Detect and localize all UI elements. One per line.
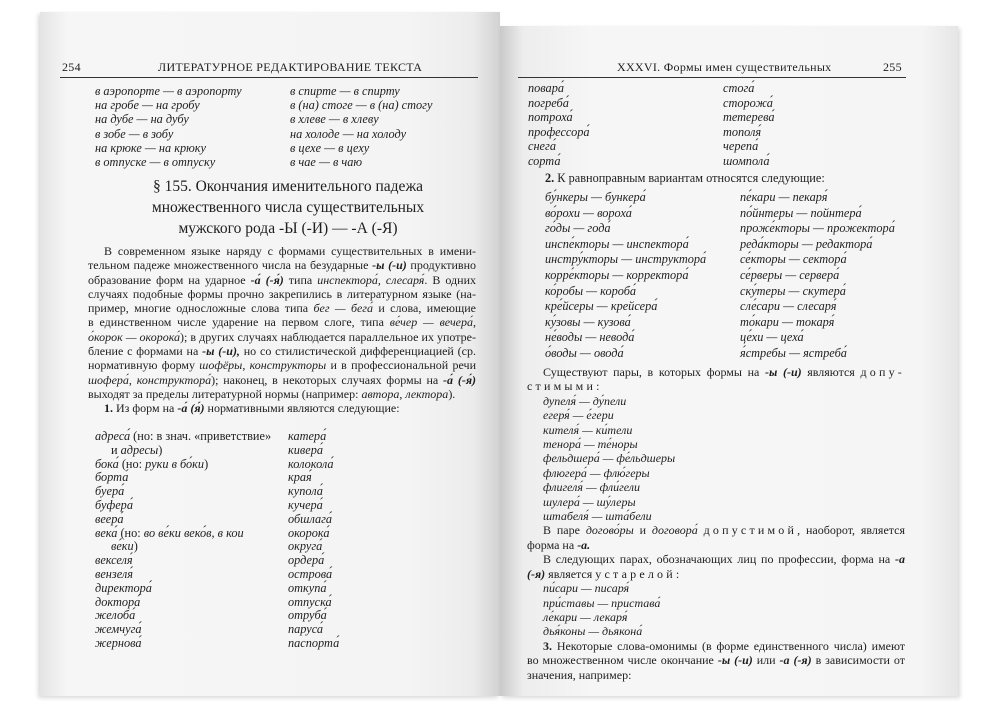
- text-line: [527, 567, 905, 581]
- pairs-column-1: [95, 84, 242, 169]
- list-item: в хлеве — в хлеву: [290, 112, 379, 127]
- text-run: К равноправным вариантам относятся следующие:: [554, 171, 825, 185]
- text-run: являются: [801, 365, 861, 379]
- text-line: [527, 653, 905, 667]
- text-line: [88, 287, 476, 301]
- list-item: в отпуске — в отпуску: [95, 155, 216, 170]
- text-run: -ы (-и): [764, 365, 802, 379]
- list-item: то́кари — токаря́: [740, 314, 835, 329]
- text-run: нормативными являются следующие:: [204, 401, 400, 416]
- text-run: руки в бо́ки: [145, 456, 205, 471]
- text-line: [95, 485, 271, 499]
- list-column-2: [723, 81, 775, 169]
- text-run: шулера́ — шу́леры: [543, 494, 636, 509]
- text-run: века́: [95, 525, 118, 540]
- text-line: [95, 540, 271, 554]
- text-run: В паре: [543, 523, 586, 538]
- text-line: [527, 538, 905, 552]
- page-number-right: 255: [883, 60, 902, 74]
- text-run: значения, например:: [527, 667, 632, 682]
- text-run: договора́: [651, 523, 698, 538]
- text-run: -а́ (-я́): [250, 272, 284, 287]
- text-run: типа: [283, 272, 318, 287]
- list-item: черепа́: [723, 139, 759, 154]
- text-run: векселя́: [95, 553, 133, 568]
- text-run: В современном языке наряду с формами существительных в имени-: [104, 244, 476, 258]
- text-run: пи́сари — писаря́: [543, 581, 630, 596]
- text-run: о́корок — окорока́: [88, 329, 181, 344]
- list-item: округа́: [288, 539, 323, 554]
- text-line: [527, 480, 905, 494]
- text-run: -а (-я): [779, 653, 812, 668]
- title-line: мужского рода -Ы (-И) — -А (-Я): [178, 220, 398, 237]
- text-run: :: [675, 566, 680, 581]
- text-line: [527, 610, 905, 624]
- text-line: [527, 408, 905, 422]
- text-run: бление с формами на: [88, 344, 203, 359]
- text-run: адреса́: [95, 429, 131, 443]
- list-item: ку́зовы — кузова́: [545, 314, 631, 329]
- text-run: ,: [399, 386, 406, 401]
- running-head-right: XXXVI. Формы имен существительных: [617, 60, 832, 74]
- list-item: в чае — в чаю: [290, 155, 363, 170]
- text-run: фельдшера́ — фе́льдшеры: [543, 451, 676, 466]
- text-line: [88, 244, 476, 258]
- text-run: лектора: [405, 386, 449, 401]
- text-run: догово́ры: [585, 523, 634, 538]
- text-run: буфера́: [95, 497, 133, 512]
- list-item: го́ды — года́: [545, 221, 611, 236]
- text-run: ,: [473, 315, 476, 330]
- text-run: форма на: [527, 537, 578, 552]
- text-run: егеря́ — е́гери: [543, 408, 614, 423]
- text-line: [95, 444, 271, 458]
- text-run: образование форм на ударное: [88, 272, 251, 287]
- title-line: § 155. Окончания именительного падежа: [152, 178, 424, 195]
- text-line: [527, 495, 905, 509]
- text-line: [95, 458, 271, 472]
- text-line: [95, 568, 271, 582]
- text-run: в единственном числе ударение на первом слоге, типа: [88, 315, 390, 330]
- text-run: допу-: [860, 365, 905, 379]
- text-run: конструктора́: [136, 372, 212, 387]
- text-run: ); в других случаях наблюдается параллельное их употре-: [180, 329, 476, 344]
- text-run: выходят за пределы литературной нормы (например:: [88, 386, 362, 401]
- text-run: во множественном числе окончание: [527, 653, 718, 668]
- list-item: пе́кари — пекаря́: [740, 190, 828, 204]
- list-item: на крюке — на крюку: [95, 140, 206, 155]
- list-item: на гробе — на гробу: [95, 98, 200, 113]
- text-line: [527, 523, 905, 537]
- list-column-2: [288, 430, 339, 651]
- pairs-column-2: [740, 190, 895, 362]
- text-line: [95, 430, 271, 444]
- text-line: [527, 596, 905, 610]
- text-run: -а.: [577, 537, 591, 552]
- text-run: (но:: [117, 525, 144, 540]
- text-line: [88, 401, 476, 415]
- list-item: потроха́: [528, 110, 573, 125]
- text-line: [88, 358, 476, 372]
- header-rule-right: [518, 77, 906, 78]
- list-item: тополя́: [723, 124, 762, 139]
- text-run: кителя́ — ки́тели: [543, 422, 633, 437]
- section-title: [88, 176, 488, 239]
- text-run: шофёры: [199, 358, 243, 373]
- text-line: [527, 466, 905, 480]
- list-item: инспе́кторы — инспектора́: [545, 236, 689, 251]
- list-item: ордера́: [288, 553, 325, 568]
- list-item: погреба́: [528, 95, 569, 110]
- text-run: нормативную форму: [88, 358, 200, 373]
- text-line: [95, 637, 271, 651]
- text-run: конструкторы: [249, 358, 327, 373]
- text-run: и: [633, 523, 652, 538]
- list-item: сорта́: [528, 153, 561, 168]
- text-run: 2.: [545, 171, 555, 185]
- list-item: це́хи — цеха́: [740, 330, 804, 345]
- text-run: является: [545, 566, 596, 581]
- text-run: В следующих парах, обозначающих лиц по профессии, форма на: [543, 552, 895, 567]
- text-run: ): [204, 456, 209, 471]
- text-line: [527, 451, 905, 465]
- text-run: ,: [128, 372, 137, 387]
- text-run: дья́коны — дьякона́: [543, 624, 643, 639]
- list-item: се́рверы — сервера́: [740, 267, 840, 282]
- list-item: по́йнтеры — пойнтера́: [740, 205, 862, 220]
- text-run: пример, многие односложные слова типа: [88, 301, 314, 316]
- page-number-left: 254: [62, 60, 81, 74]
- text-line: [95, 582, 271, 596]
- list-item: не́воды — невода́: [545, 330, 635, 345]
- list-column-1: [528, 81, 590, 169]
- text-run: (но: в знач. «приветствие»: [130, 429, 272, 443]
- text-run: в зависимости от: [811, 653, 906, 668]
- text-run: , наоборот, является: [797, 523, 906, 538]
- list-item: в цехе — в цеху: [290, 140, 370, 155]
- list-item: в (на) стоге — в (на) стогу: [290, 98, 433, 113]
- list-item: кре́йсеры — крейсера́: [545, 299, 658, 314]
- text-line: [88, 344, 476, 358]
- list-item: тетерева́: [723, 110, 775, 125]
- list-item: сле́сари — слесаря́: [740, 299, 837, 314]
- list-item: в спирте — в спирту: [290, 84, 400, 98]
- text-line: [545, 170, 825, 186]
- text-run: Некоторые слова-омонимы (в форме единственного числа) имеют: [552, 638, 905, 653]
- text-run: :: [596, 379, 600, 394]
- list-item: стога́: [723, 81, 755, 95]
- text-run: Существуют пары, в которых формы на: [543, 365, 765, 379]
- text-run: или: [752, 653, 780, 668]
- text-line: [527, 668, 905, 682]
- pairs-column-1: [545, 190, 706, 362]
- text-line: [527, 624, 905, 638]
- text-line: [88, 315, 476, 329]
- text-line: [95, 609, 271, 623]
- text-line: [527, 509, 905, 523]
- text-run: допустимой: [703, 523, 798, 538]
- list-item: кивера́: [288, 442, 323, 457]
- text-run: случаях подобные формы прочно закрепились в литературном языке (на-: [88, 286, 476, 301]
- list-item: повара́: [528, 81, 564, 95]
- text-line: [527, 423, 905, 437]
- text-line: [88, 387, 476, 401]
- header-rule-left: [60, 77, 478, 78]
- text-run: ): [133, 539, 138, 554]
- text-run: ).: [448, 386, 456, 401]
- text-run: буера́: [95, 484, 125, 499]
- text-run: тельном падеже множественного числа на безударные: [88, 258, 373, 273]
- list-item: на дубе — на дубу: [95, 112, 189, 127]
- list-item: катера́: [288, 429, 327, 443]
- list-item: реда́кторы — редактора́: [740, 236, 873, 251]
- text-run: дупеля́ — ду́пели: [543, 393, 627, 408]
- text-run: 3.: [543, 638, 552, 653]
- text-run: 1.: [104, 401, 113, 416]
- text-run: при́ставы — пристава́: [543, 595, 661, 610]
- list-item: во́рохи — вороха́: [545, 205, 632, 220]
- text-run: -ы (-и),: [202, 344, 240, 359]
- text-run: директора́: [95, 580, 152, 595]
- text-line: [88, 273, 476, 287]
- list-item: края́: [288, 470, 312, 485]
- text-run: инспектора́, слесаря́: [317, 272, 425, 287]
- text-run: ); наконец, в некоторых случаях формы на: [211, 372, 444, 387]
- list-item: на холоде — на холоду: [290, 126, 407, 141]
- text-run: -ы (-и): [372, 258, 407, 273]
- text-run: и в профессиональной речи: [326, 358, 476, 373]
- text-line: [95, 513, 271, 527]
- list-item: острова́: [288, 566, 333, 581]
- text-run: ): [158, 442, 163, 457]
- list-item: паспорта́: [288, 635, 340, 650]
- text-run: но со стилистической дифференциацией (ср.: [239, 344, 477, 359]
- text-run: стимыми: [527, 379, 597, 394]
- text-run: жемчуга́: [95, 622, 142, 637]
- text-run: веера́: [95, 511, 124, 526]
- item-2-heading: [545, 170, 825, 186]
- text-run: -ы (-и): [717, 653, 753, 668]
- title-line: множественного числа существительных: [151, 199, 425, 216]
- text-line: [527, 379, 905, 393]
- list-column-1: [95, 430, 271, 651]
- list-item: откупа́: [288, 580, 327, 595]
- text-line: [88, 330, 476, 344]
- list-item: паруса́: [288, 622, 324, 637]
- text-run: ле́кари — лекаря́: [543, 609, 628, 624]
- text-run: Из форм на: [113, 401, 178, 416]
- list-item: инстру́кторы — инструктора́: [545, 252, 707, 267]
- text-run: во ве́ки веко́в, в кои: [143, 525, 244, 540]
- text-run: бег — бега́: [313, 301, 373, 316]
- list-item: ску́теры — скутера́: [740, 283, 846, 298]
- text-run: устарелой: [595, 566, 676, 581]
- text-run: доктора́: [95, 594, 141, 609]
- text-line: [527, 365, 905, 379]
- text-run: ,: [242, 358, 250, 373]
- list-item: окорока́: [288, 525, 330, 540]
- list-item: кучера́: [288, 497, 323, 512]
- list-item: снега́: [528, 139, 556, 154]
- text-line: [88, 301, 476, 315]
- list-item: профессора́: [528, 124, 590, 139]
- text-line: [95, 527, 271, 541]
- text-line: [527, 437, 905, 451]
- list-item: купола́: [288, 484, 323, 499]
- list-item: о́воды — овода́: [545, 345, 624, 360]
- text-run: и слова, имеющие: [373, 301, 476, 316]
- list-item: корре́кторы — корректора́: [545, 267, 689, 282]
- list-item: я́стребы — ястреба́: [740, 345, 847, 360]
- list-item: сторожа́: [723, 95, 773, 110]
- text-line: [527, 552, 905, 566]
- text-run: ве́ки: [111, 539, 134, 554]
- text-run: штабеля́ — шта́бели: [543, 509, 652, 524]
- list-item: проже́кторы — прожектора́: [740, 221, 895, 236]
- text-line: [527, 394, 905, 408]
- text-run: -а: [895, 552, 905, 567]
- text-line: [95, 499, 271, 513]
- text-run: тенора́ — те́норы: [543, 437, 638, 452]
- text-run: -а́ (я́): [177, 401, 205, 416]
- text-line: [527, 581, 905, 595]
- text-run: шофера́: [88, 372, 129, 387]
- text-line: [95, 554, 271, 568]
- text-run: борта́: [95, 470, 129, 485]
- running-head-left: ЛИТЕРАТУРНОЕ РЕДАКТИРОВАНИЕ ТЕКСТА: [158, 60, 423, 74]
- text-line: [527, 639, 905, 653]
- list-item: шомпола́: [723, 153, 770, 168]
- list-item: отруба́: [288, 608, 327, 623]
- text-run: . В одних: [424, 272, 476, 287]
- text-line: [88, 258, 476, 272]
- text-run: бока́: [95, 456, 119, 471]
- list-item: отпуска́: [288, 594, 332, 609]
- pairs-column-2: [290, 84, 432, 169]
- text-line: [88, 373, 476, 387]
- list-item: ко́робы — короба́: [545, 283, 637, 298]
- list-item: колокола́: [288, 456, 334, 471]
- text-run: вензеля́: [95, 566, 133, 581]
- text-run: (-я): [527, 566, 546, 581]
- list-item: бу́нкеры — бункера́: [545, 190, 646, 204]
- text-run: ве́чер — вечера́: [389, 315, 473, 330]
- text-run: желоба́: [95, 608, 136, 623]
- text-run: жернова́: [95, 635, 142, 650]
- text-run: флюгера́ — флю́геры: [543, 465, 650, 480]
- list-item: в зобе — в зобу: [95, 126, 174, 141]
- text-run: и: [111, 442, 121, 457]
- list-item: обшлага́: [288, 511, 333, 526]
- list-item: се́кторы — сектора́: [740, 252, 847, 267]
- text-run: продуктивно: [406, 258, 477, 273]
- text-line: [95, 623, 271, 637]
- text-run: автора: [361, 386, 400, 401]
- text-run: (но:: [118, 456, 146, 471]
- body-text: [527, 365, 905, 682]
- text-line: [95, 471, 271, 485]
- text-run: -а́ (-я́): [443, 372, 477, 387]
- text-run: адресы: [120, 442, 159, 457]
- paragraph: [88, 244, 476, 416]
- text-line: [95, 596, 271, 610]
- text-run: флигеля́ — фли́гели: [543, 480, 641, 495]
- list-item: в аэропорте — в аэропорту: [95, 84, 242, 98]
